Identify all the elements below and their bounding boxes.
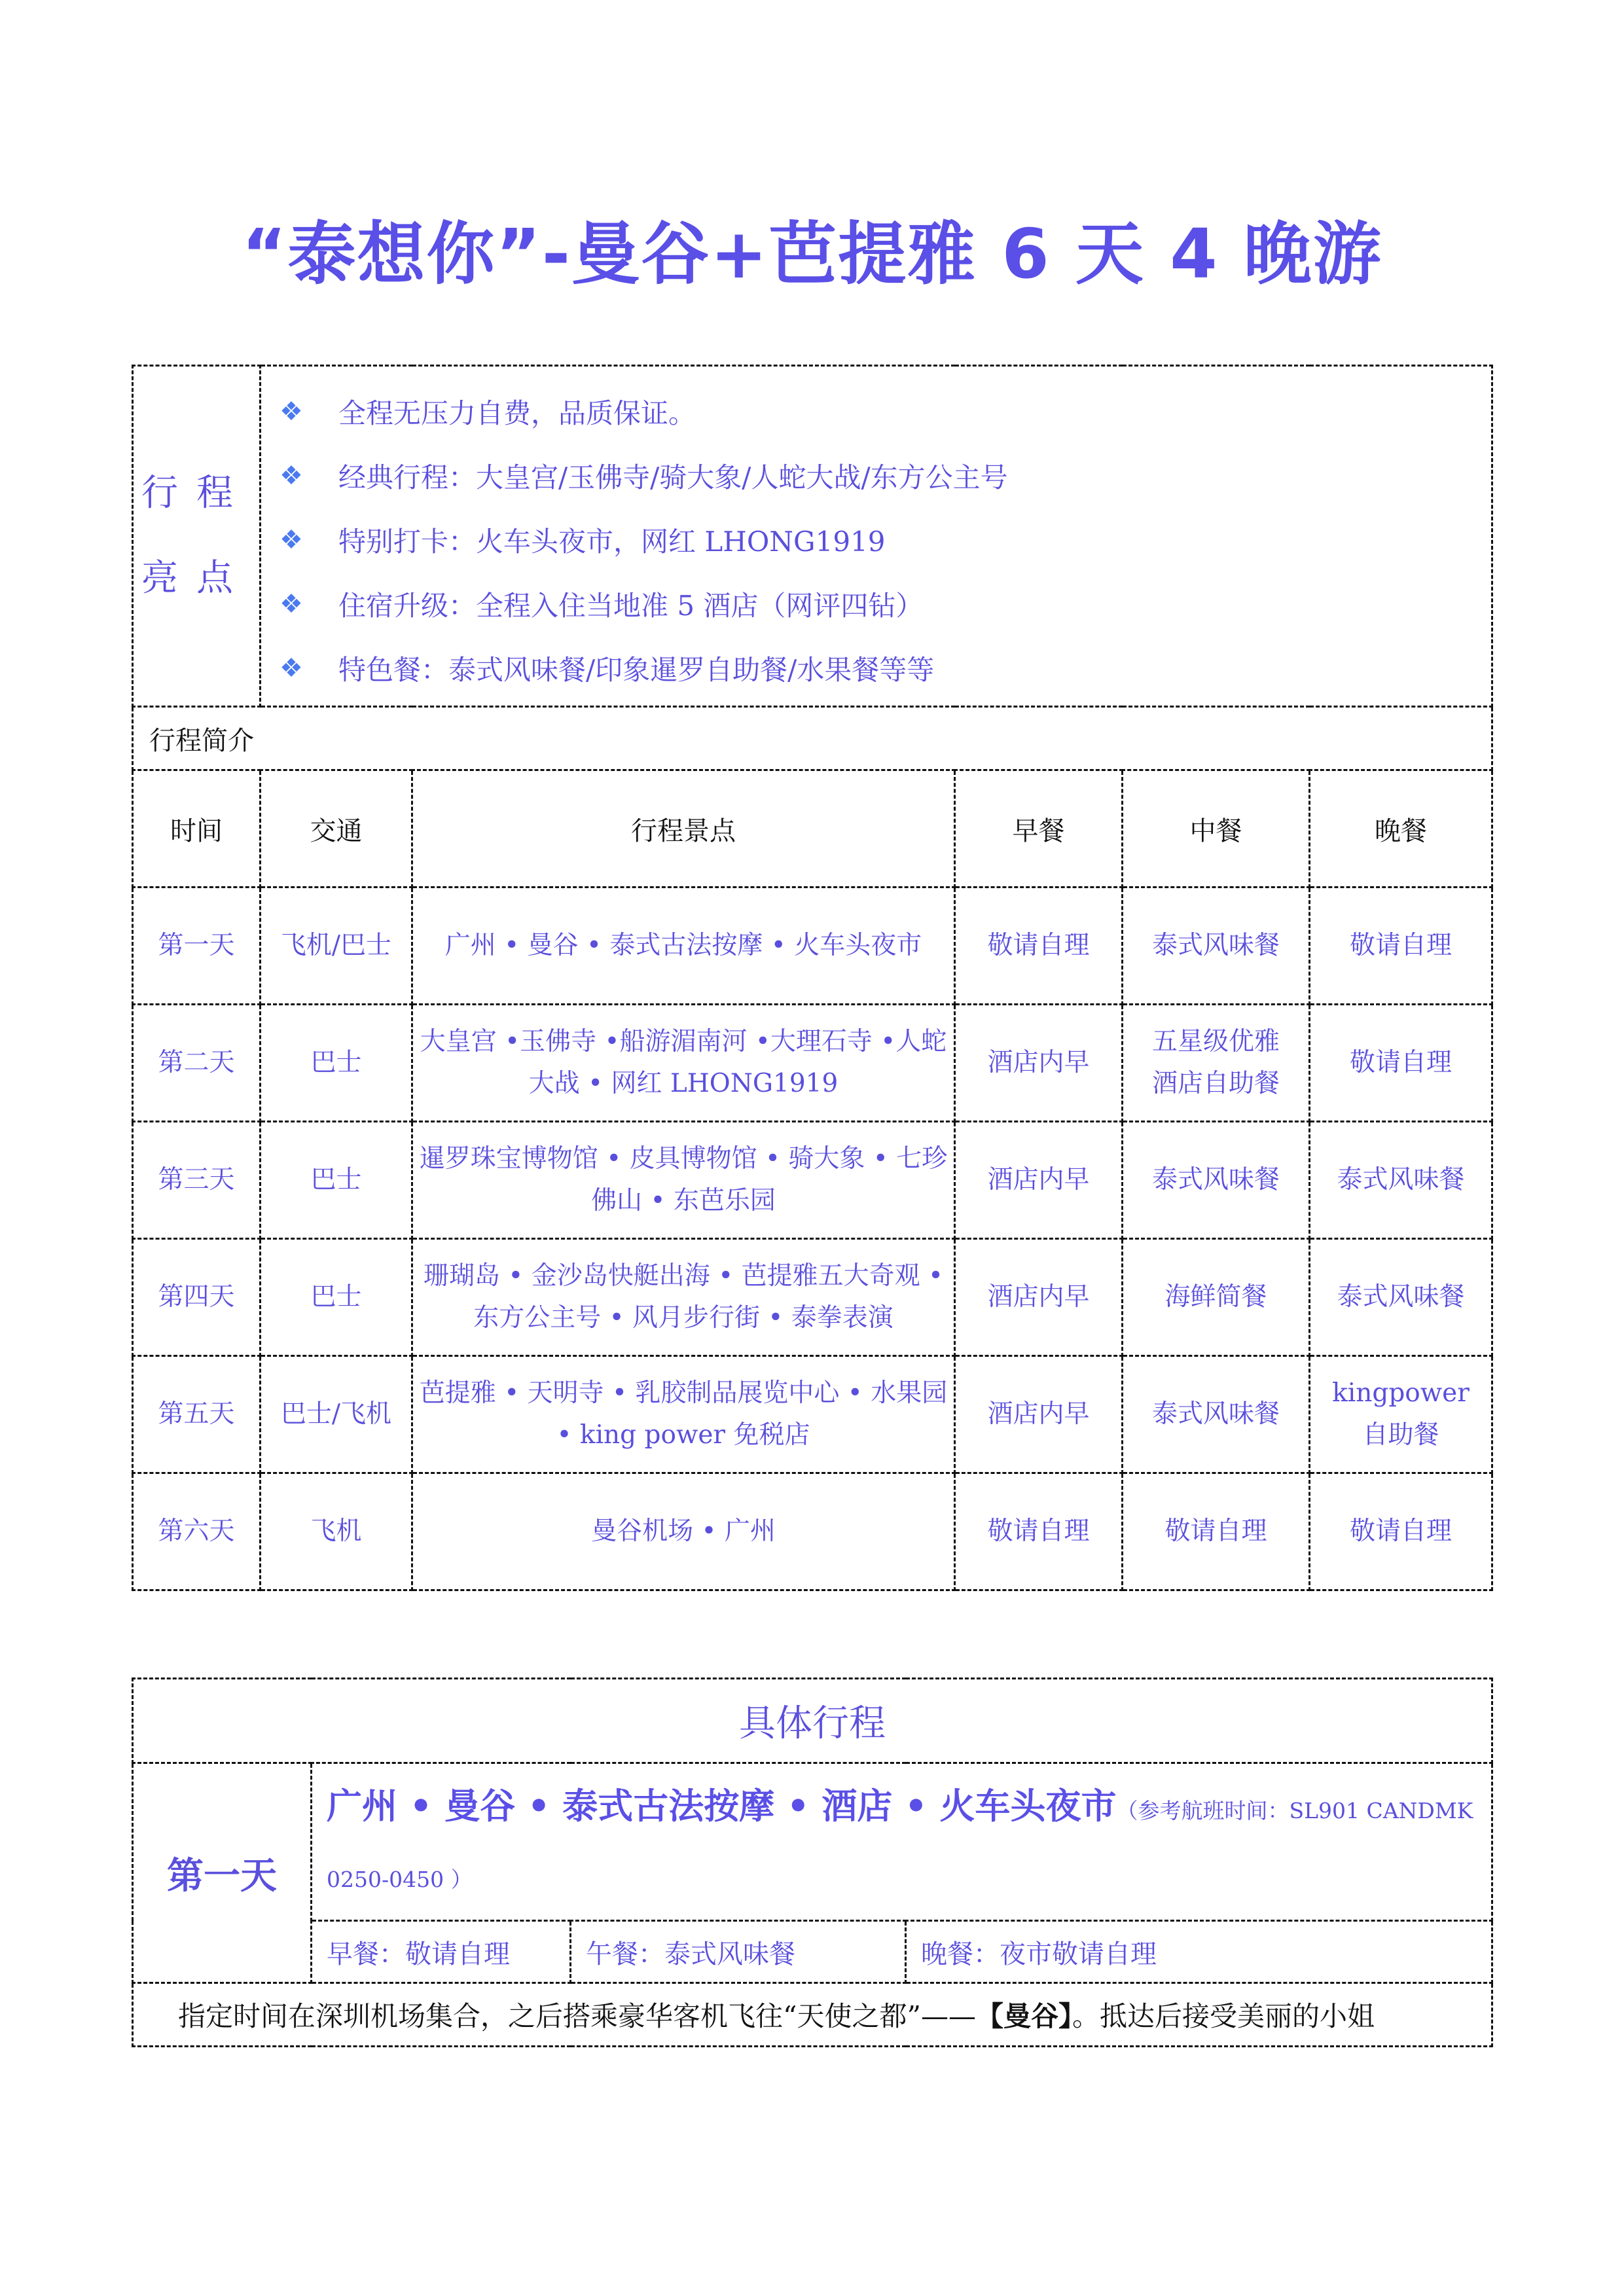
column-header-sights: 行程景点 [412,770,955,888]
table-row [133,1005,1492,1122]
lunch-cell: 敬请自理 [1123,1473,1310,1590]
sights-cell: 芭提雅 • 天明寺 • 乳胶制品展览中心 • 水果园 • king power 免税店 [412,1356,955,1473]
table-row [133,1239,1492,1356]
sights-cell: 大皇宫 •玉佛寺 •船游湄南河 •大理石寺 •人蛇大战 • 网红 LHONG1919 [412,1005,955,1122]
day-cell: 第三天 [133,1122,261,1239]
highlight-text: 全程无压力自费，品质保证。 [338,397,696,429]
day-cell: 第五天 [133,1356,261,1473]
highlight-item [280,636,1491,700]
diamond-bullet-icon: ❖ [280,653,303,683]
summary-section-label: 行程简介 [133,707,1492,770]
highlight-item [280,508,1491,572]
lunch-cell: 五星级优雅酒店自助餐 [1123,1005,1310,1122]
diamond-bullet-icon: ❖ [280,589,303,619]
highlight-item [280,572,1491,636]
dinner-cell: 泰式风味餐 [1310,1239,1492,1356]
highlight-item [280,444,1491,508]
highlight-item [280,380,1491,444]
transport-cell: 巴士 [261,1122,412,1239]
column-header-transport: 交通 [261,770,412,888]
day-cell: 第六天 [133,1473,261,1590]
lunch-cell: 泰式风味餐 [1123,888,1310,1005]
breakfast-cell: 敬请自理 [955,1473,1123,1590]
highlight-text: 经典行程：大皇宫/玉佛寺/骑大象/人蛇大战/东方公主号 [338,461,1008,493]
table-row [133,1356,1492,1473]
sights-cell: 广州 • 曼谷 • 泰式古法按摩 • 火车头夜市 [412,888,955,1005]
body-text-bold: 【曼谷】 [975,2000,1072,2032]
document-title: “泰想你”-曼谷+芭提雅 6 天 4 晚游 [242,214,1382,294]
highlights-label [133,366,261,707]
dinner-cell: 敬请自理 [1310,1473,1492,1590]
sights-cell: 曼谷机场 • 广州 [412,1473,955,1590]
detail-day-label: 第一天 [133,1763,312,1983]
table-row [133,1473,1492,1590]
lunch-cell: 海鲜简餐 [1123,1239,1310,1356]
detail-title: 具体行程 [133,1679,1492,1763]
transport-cell: 巴士/飞机 [261,1356,412,1473]
transport-cell: 飞机/巴士 [261,888,412,1005]
highlight-text: 特色餐：泰式风味餐/印象暹罗自助餐/水果餐等等 [338,654,935,686]
highlights-label-line2: 亮点 [141,557,251,600]
detail-breakfast: 早餐：敬请自理 [312,1921,571,1983]
dinner-cell: 敬请自理 [1310,888,1492,1005]
day-cell: 第一天 [133,888,261,1005]
column-header-dinner: 晚餐 [1310,770,1492,888]
flight-note: （参考航班时间：SL901 CANDMK [1116,1798,1473,1823]
highlight-text: 特别打卡：火车头夜市，网红 LHONG1919 [338,526,886,558]
highlights-row [133,366,1492,707]
sights-cell: 暹罗珠宝博物馆 • 皮具博物馆 • 骑大象 • 七珍佛山 • 东芭乐园 [412,1122,955,1239]
detail-route: 广州 • 曼谷 • 泰式古法按摩 • 酒店 • 火车头夜市 [327,1785,1117,1827]
day-cell: 第二天 [133,1005,261,1122]
body-text-start: 指定时间在深圳机场集合，之后搭乘豪华客机飞往“天使之都”—— [178,2000,976,2032]
detail-route-cell [312,1763,1492,1921]
transport-cell: 飞机 [261,1473,412,1590]
column-header-lunch: 中餐 [1123,770,1310,888]
diamond-bullet-icon: ❖ [280,397,303,427]
column-header-time: 时间 [133,770,261,888]
detail-lunch: 午餐：泰式风味餐 [571,1921,906,1983]
table-row [133,888,1492,1005]
dinner-cell: kingpower 自助餐 [1310,1356,1492,1473]
breakfast-cell: 敬请自理 [955,888,1123,1005]
column-header-breakfast: 早餐 [955,770,1123,888]
breakfast-cell: 酒店内早 [955,1356,1123,1473]
day-cell: 第四天 [133,1239,261,1356]
lunch-cell: 泰式风味餐 [1123,1122,1310,1239]
table-row [133,1122,1492,1239]
transport-cell: 巴士 [261,1239,412,1356]
highlights-label-line1: 行程 [141,472,251,514]
lunch-cell: 泰式风味餐 [1123,1356,1310,1473]
highlights-list [261,366,1492,707]
sights-cell: 珊瑚岛 • 金沙岛快艇出海 • 芭提雅五大奇观 • 东方公主号 • 风月步行街 • 泰拳表演 [412,1239,955,1356]
detail-dinner: 晚餐：夜市敬请自理 [906,1921,1492,1983]
detail-body-text [133,1983,1492,2047]
diamond-bullet-icon: ❖ [280,461,303,491]
body-text-end: 。抵达后接受美丽的小姐 [1072,2000,1375,2032]
itinerary-summary-table [132,365,1493,1591]
breakfast-cell: 酒店内早 [955,1122,1123,1239]
highlight-text: 住宿升级：全程入住当地准 5 酒店（网评四钻） [338,590,924,622]
summary-header-row [133,770,1492,888]
transport-cell: 巴士 [261,1005,412,1122]
flight-time: 0250-0450 ） [327,1867,473,1892]
itinerary-detail-table [132,1677,1493,2047]
dinner-cell: 泰式风味餐 [1310,1122,1492,1239]
diamond-bullet-icon: ❖ [280,525,303,555]
breakfast-cell: 酒店内早 [955,1239,1123,1356]
dinner-cell: 敬请自理 [1310,1005,1492,1122]
breakfast-cell: 酒店内早 [955,1005,1123,1122]
